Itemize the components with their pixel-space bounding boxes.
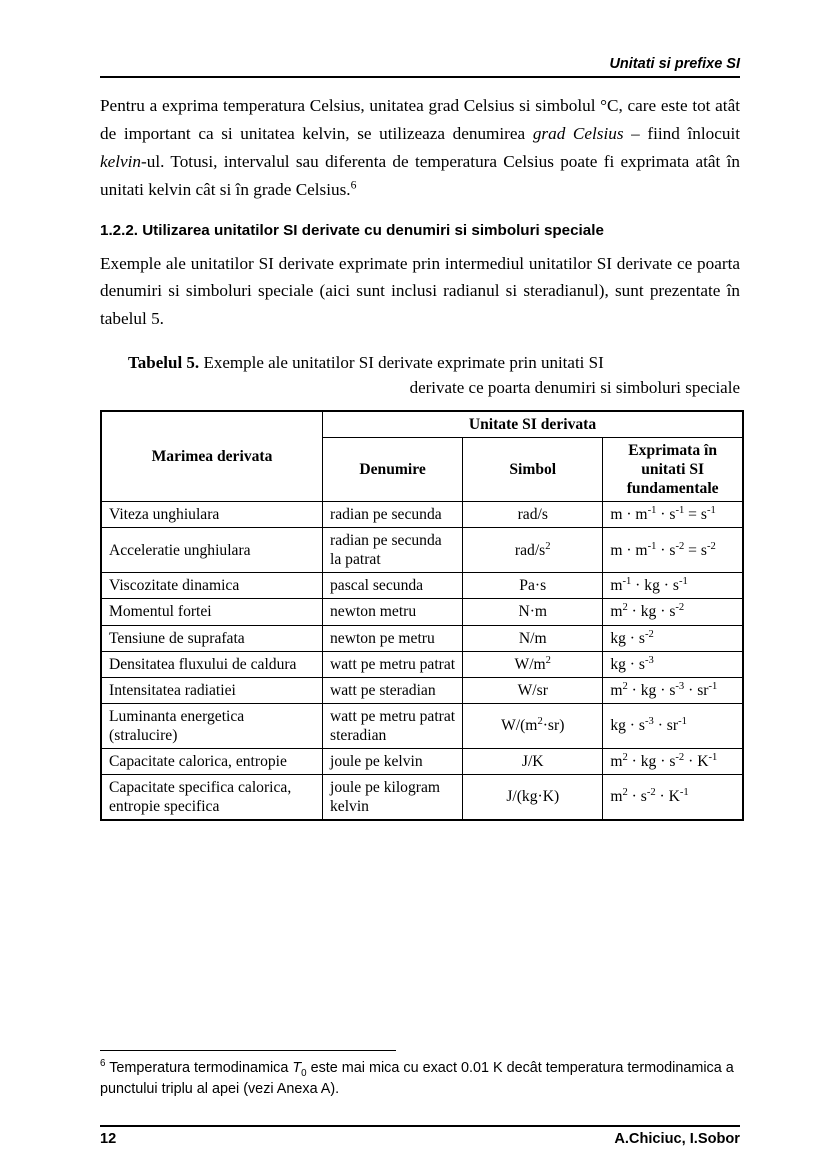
table-body	[101, 502, 743, 820]
footnote-symbol: T	[292, 1059, 302, 1076]
cell-denumire: radian pe secunda la patrat	[323, 528, 463, 573]
paragraph-celsius-part-a: Pentru a exprima temperatura Celsius, unitatea grad Celsius si simbolul °C, care este tot atât de important ca si unitatea kelvin, se utilizeaza denumirea	[100, 96, 740, 143]
cell-marimea-derivata: Momentul fortei	[101, 599, 323, 625]
cell-denumire: pascal secunda	[323, 573, 463, 599]
cell-simbol: J/(kg·K)	[463, 774, 603, 820]
cell-denumire: joule pe kelvin	[323, 748, 463, 774]
cell-marimea-derivata: Capacitate calorica, entropie	[101, 748, 323, 774]
term-grad-celsius: grad Celsius	[532, 123, 624, 143]
cell-denumire: joule pe kilogram kelvin	[323, 774, 463, 820]
header-cell-simbol: Simbol	[463, 438, 603, 502]
cell-simbol: J/K	[463, 748, 603, 774]
cell-marimea-derivata: Viscozitate dinamica	[101, 573, 323, 599]
table-row	[101, 573, 743, 599]
table-caption-line2: derivate ce poarta denumiri si simboluri speciale	[409, 377, 740, 397]
table-header-row-1	[101, 411, 743, 438]
footnote-symbol-subscript: 0	[301, 1067, 307, 1079]
header-divider	[100, 76, 740, 78]
header-cell-exprimata: Exprimata în unitati SI fundamentale	[603, 438, 743, 502]
paragraph-celsius-part-b: – fiind înlocuit	[623, 123, 740, 143]
cell-marimea-derivata: Densitatea fluxului de caldura	[101, 651, 323, 677]
header-cell-unitate-si-derivata: Unitate SI derivata	[323, 411, 744, 438]
table-row	[101, 774, 743, 820]
cell-simbol: rad/s	[463, 502, 603, 528]
si-derived-units-table	[100, 410, 744, 820]
table-row	[101, 625, 743, 651]
cell-simbol: N·m	[463, 599, 603, 625]
table-row	[101, 502, 743, 528]
footnote-marker: 6	[100, 1057, 106, 1069]
footnote-text-b: este mai mica cu exact 0.01 K decât temperatura termodinamica a punctului triplu al apei (vezi Anexa A).	[100, 1059, 734, 1098]
header-title: Unitati si prefixe SI	[609, 56, 740, 72]
cell-denumire: radian pe secunda	[323, 502, 463, 528]
section-heading: 1.2.2. Utilizarea unitatilor SI derivate cu denumiri si simboluri speciale	[100, 222, 604, 240]
cell-simbol: rad/$s^2$	[463, 528, 603, 573]
cell-exprimata: $m^2$ · kg · $s^{-2} \cdot K^{-1}$	[603, 748, 743, 774]
cell-marimea-derivata: Viteza unghiulara	[101, 502, 323, 528]
paragraph-derived-units: Exemple ale unitatilor SI derivate exprimate prin intermediul unitatilor SI derivate ce poarta denumiri si simboluri speciale (aici sunt inclusi radianul si steradianul), sunt prezentate în tabelul 5.	[100, 253, 740, 329]
footnote-divider	[100, 1050, 396, 1051]
paragraph-celsius	[100, 92, 740, 203]
cell-denumire: newton pe metru	[323, 625, 463, 651]
footnote-reference: 6	[350, 177, 357, 191]
cell-simbol: $W/(m^2\cdot sr)$	[463, 703, 603, 748]
table-row	[101, 677, 743, 703]
cell-exprimata: $m \cdot m^{-1} \cdot s^{-2} = s^{-2}$	[603, 528, 743, 573]
cell-marimea-derivata: Tensiune de suprafata	[101, 625, 323, 651]
page-footer	[100, 1125, 740, 1147]
cell-simbol: $W/m^2$	[463, 651, 603, 677]
cell-denumire: newton metru	[323, 599, 463, 625]
cell-marimea-derivata: Luminanta energetica (stralucire)	[101, 703, 323, 748]
cell-exprimata: $m \cdot m^{-1} \cdot s^{-1} = s^{-1}$	[603, 502, 743, 528]
cell-simbol: N/m	[463, 625, 603, 651]
cell-exprimata: $m^2 \cdot s^{-2} \cdot K^{-1}$	[603, 774, 743, 820]
cell-simbol: Pa·s	[463, 573, 603, 599]
footnote-block	[100, 1050, 740, 1101]
cell-exprimata: $m^2$ · kg · $s^{-2}$	[603, 599, 743, 625]
page-number: 12	[100, 1131, 117, 1147]
table-row	[101, 599, 743, 625]
header-cell-marimea-derivata: Marimea derivata	[101, 411, 323, 502]
footer-divider	[100, 1125, 740, 1127]
footnote-text-a: Temperatura termodinamica	[105, 1059, 293, 1076]
cell-exprimata: $m^{-1}$ · kg · $s^{-1}$	[603, 573, 743, 599]
cell-marimea-derivata: Acceleratie unghiulara	[101, 528, 323, 573]
cell-denumire: watt pe metru patrat steradian	[323, 703, 463, 748]
cell-marimea-derivata: Capacitate specifica calorica, entropie specifica	[101, 774, 323, 820]
footer-authors: A.Chiciuc, I.Sobor	[614, 1131, 740, 1147]
cell-exprimata: kg · $s^{-3}$	[603, 651, 743, 677]
table-row	[101, 748, 743, 774]
table-row	[101, 651, 743, 677]
table-caption-line1: Exemple ale unitatilor SI derivate exprimate prin unitati SI	[199, 353, 604, 373]
cell-exprimata: kg · $s^{-2}$	[603, 625, 743, 651]
table-head	[101, 411, 743, 502]
term-kelvin: kelvin	[100, 151, 142, 171]
table-caption-label: Tabelul 5.	[128, 353, 200, 373]
cell-exprimata: kg · $s^{-3} \cdot sr^{-1}$	[603, 703, 743, 748]
table-caption	[100, 351, 740, 400]
cell-exprimata: $m^2$ · kg · $s^{-3} \cdot sr^{-1}$	[603, 677, 743, 703]
table-row	[101, 528, 743, 573]
cell-marimea-derivata: Intensitatea radiatiei	[101, 677, 323, 703]
page-header	[100, 56, 740, 76]
paragraph-celsius-part-c: -ul. Totusi, intervalul sau diferenta de temperatura Celsius poate fi exprimata atât în unitati kelvin cât si în grade Celsius.	[100, 151, 740, 199]
cell-denumire: watt pe steradian	[323, 677, 463, 703]
footer-row	[100, 1131, 740, 1147]
table-row	[101, 703, 743, 748]
header-cell-denumire: Denumire	[323, 438, 463, 502]
footnote-text	[100, 1058, 740, 1101]
cell-denumire: watt pe metru patrat	[323, 651, 463, 677]
cell-simbol: W/sr	[463, 677, 603, 703]
